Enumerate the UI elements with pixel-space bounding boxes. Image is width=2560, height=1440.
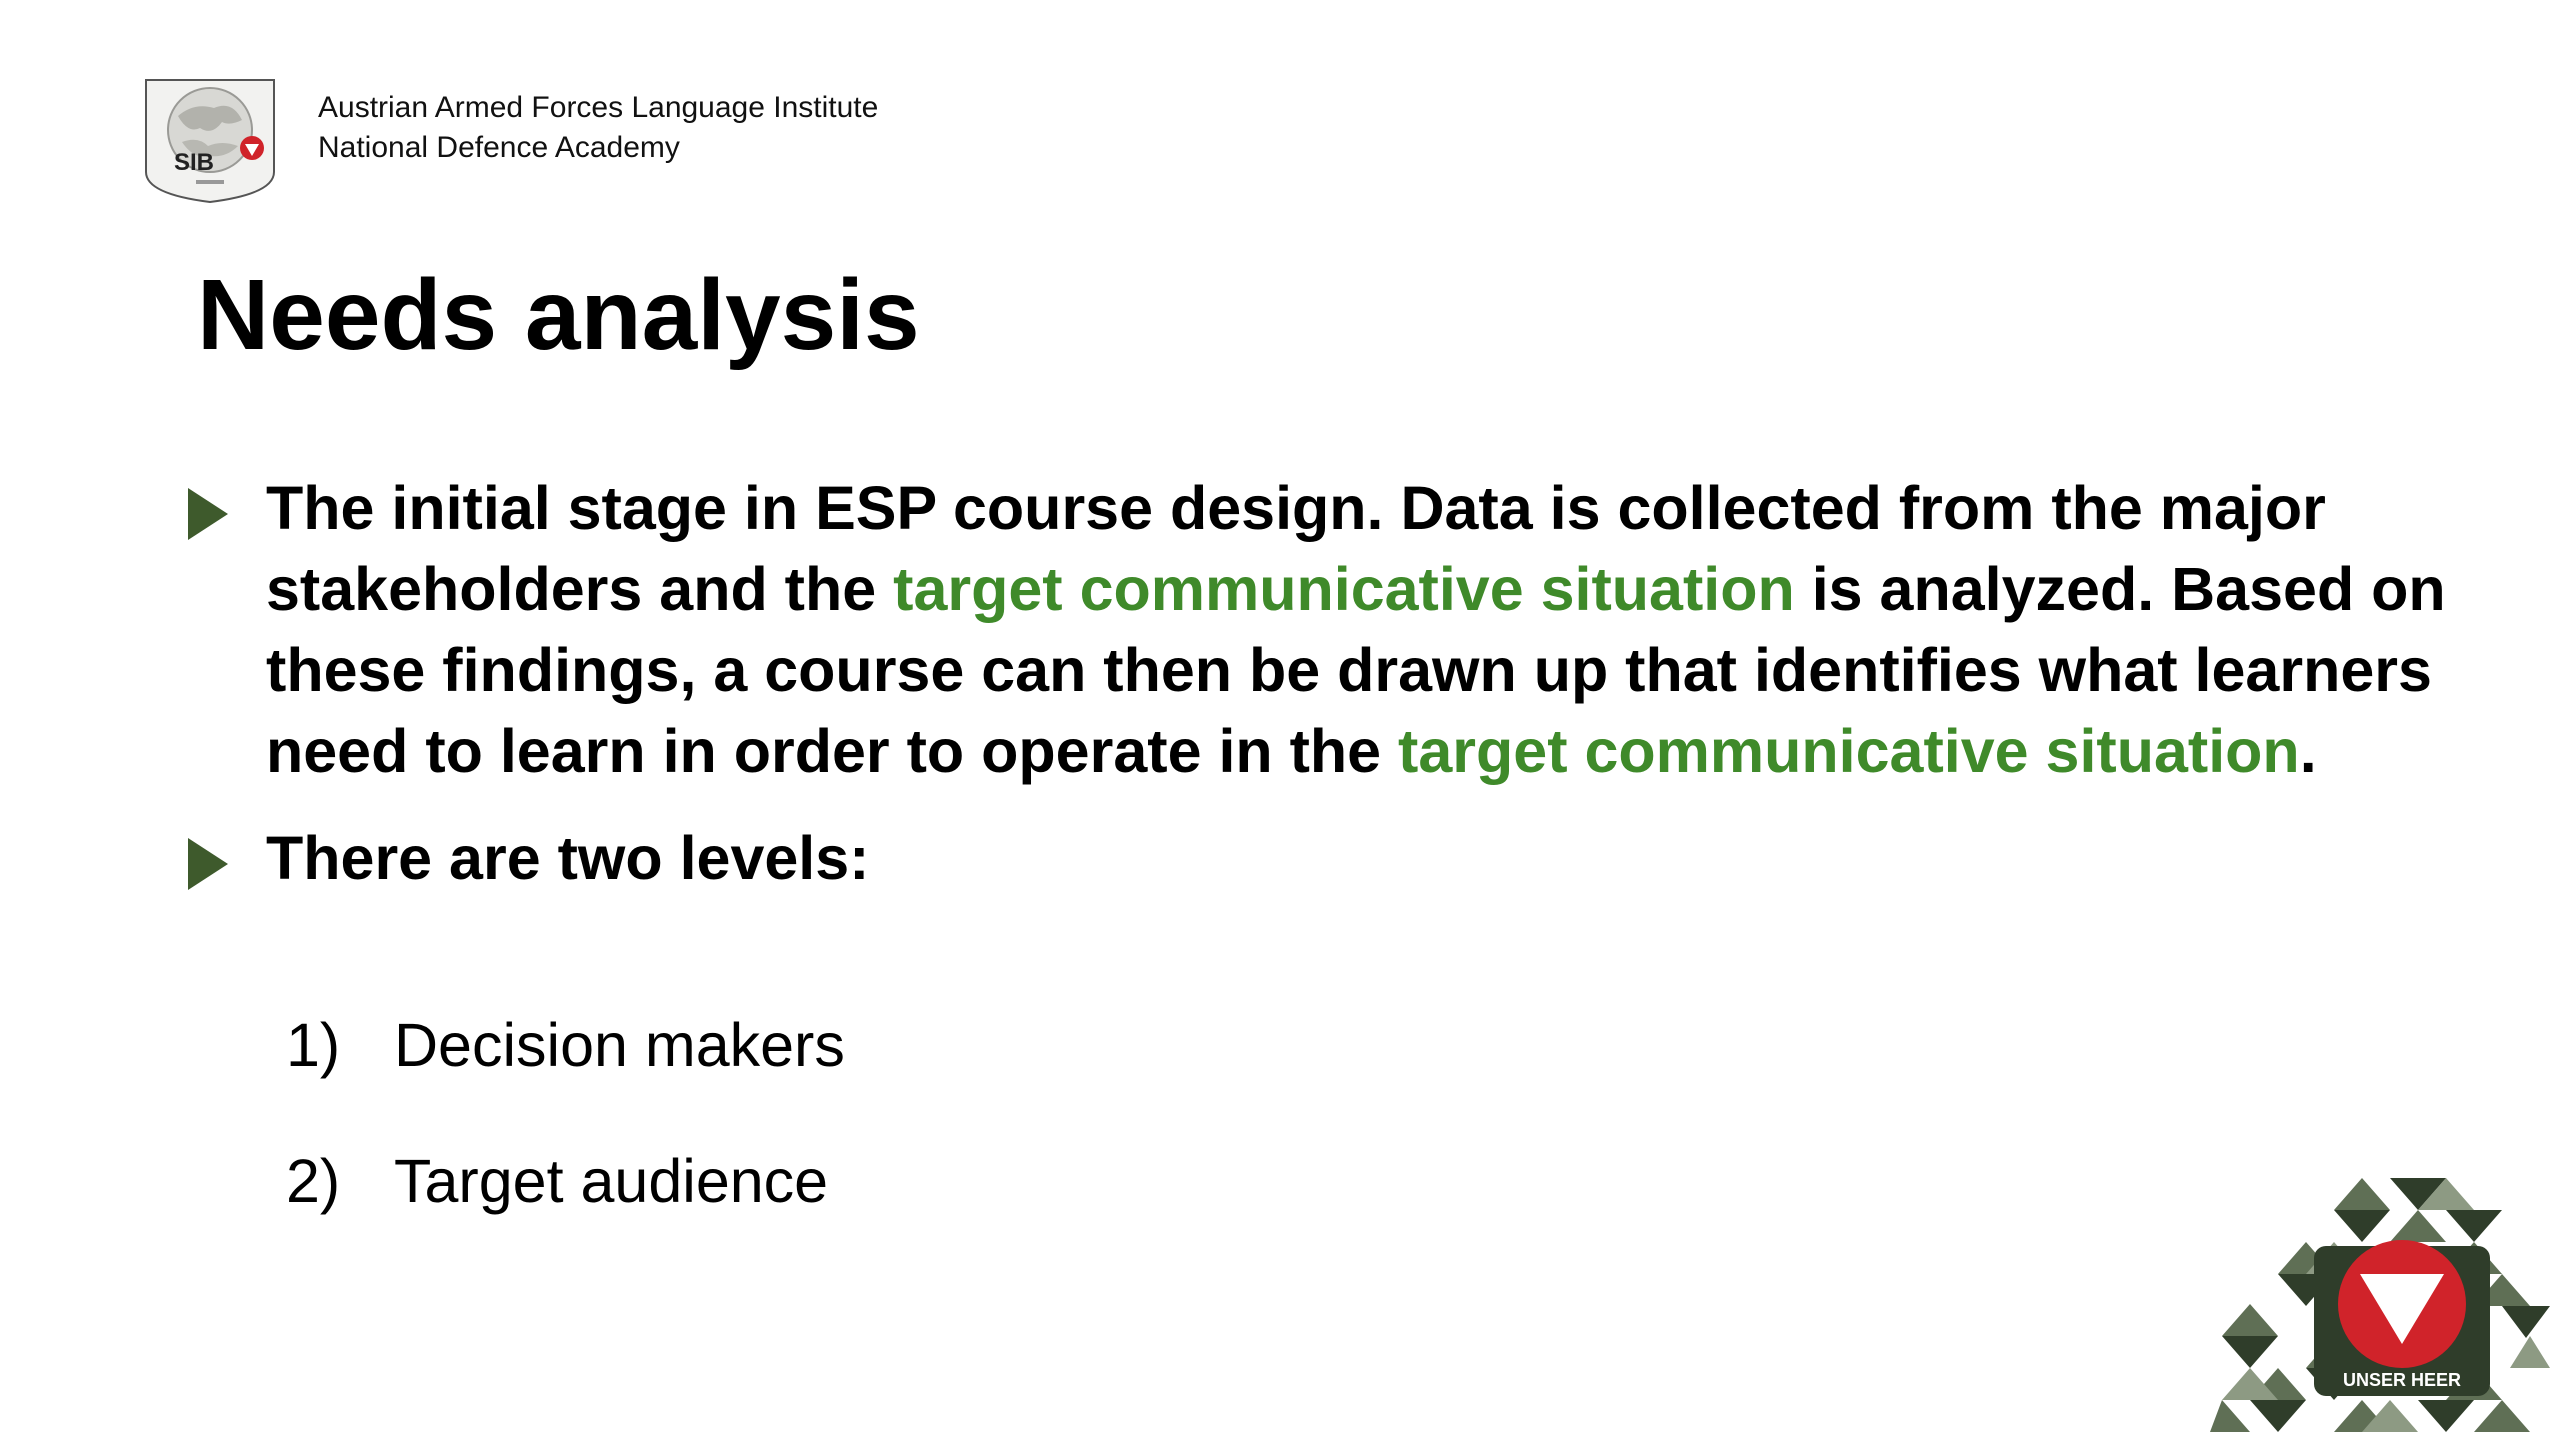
bullet-triangle-icon <box>188 488 228 540</box>
slide-title: Needs analysis <box>197 259 920 371</box>
bullet-list <box>188 468 2488 899</box>
highlight-term: target communicative situation <box>893 555 1795 623</box>
unser-heer-emblem <box>2210 1176 2550 1440</box>
emblem-label: UNSER HEER <box>2342 1370 2462 1390</box>
list-item-label: Target audience <box>394 1147 829 1215</box>
list-item <box>286 1010 845 1080</box>
bullet-item-two-levels <box>188 818 2488 899</box>
bullet-item-needs-analysis-definition <box>188 468 2446 792</box>
bullet-text: There are two levels: <box>266 824 870 892</box>
bullet-triangle-icon <box>188 838 228 890</box>
highlight-term: target communicative situation <box>1398 717 2300 785</box>
academy-name: National Defence Academy <box>318 131 680 164</box>
bullet-text: The initial stage in ESP course design. Data is collected from the major stakeholders and the <box>266 474 2326 623</box>
institute-info <box>318 88 878 168</box>
bullet-text: . <box>2299 717 2317 785</box>
logo-text: SIB <box>173 149 215 176</box>
list-item <box>286 1146 845 1216</box>
list-item-number: 2) <box>286 1147 341 1215</box>
list-item-label: Decision makers <box>394 1011 845 1079</box>
institute-name: Austrian Armed Forces Language Institute <box>318 91 879 124</box>
list-item-number: 1) <box>286 1011 341 1079</box>
levels-list <box>286 1010 845 1216</box>
bullet-text: is analyzed. Based on these findings, a course can then be drawn up that identifies what learners need to learn in order to operate in the <box>266 555 2446 785</box>
sib-logo <box>142 76 278 204</box>
